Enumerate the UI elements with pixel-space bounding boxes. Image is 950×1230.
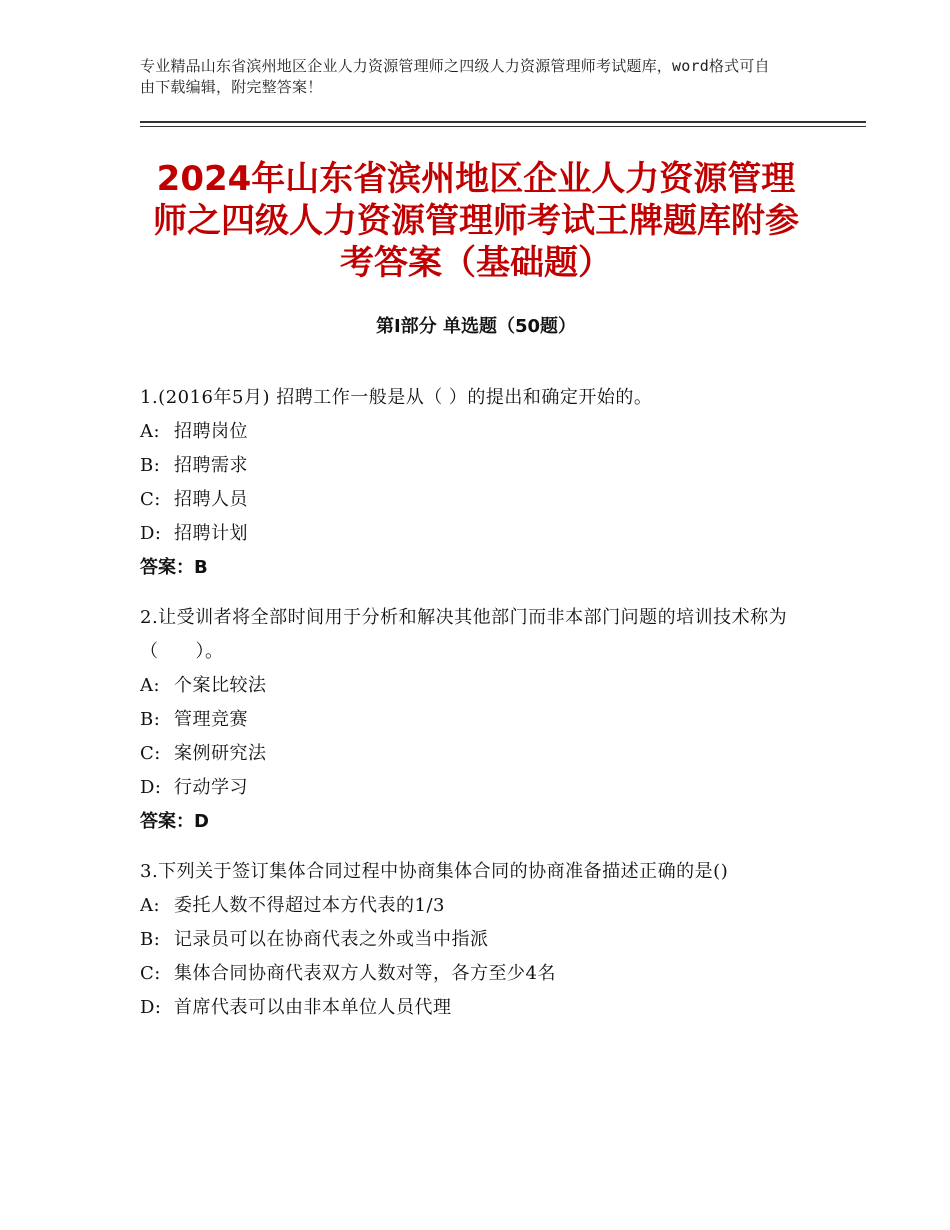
option-b bbox=[140, 923, 810, 957]
option-a bbox=[140, 889, 810, 923]
option-d bbox=[140, 991, 810, 1025]
question-3 bbox=[140, 855, 810, 1025]
option-text: 招聘人员 bbox=[174, 489, 248, 510]
option-text: 案例研究法 bbox=[174, 743, 267, 764]
option-text: 招聘计划 bbox=[174, 523, 248, 544]
option-key: C: bbox=[140, 963, 161, 984]
option-c bbox=[140, 737, 810, 771]
question-stem: 2.让受训者将全部时间用于分析和解决其他部门而非本部门问题的培训技术称为（ ）。 bbox=[140, 607, 788, 662]
question-list bbox=[140, 381, 810, 1041]
option-c bbox=[140, 483, 810, 517]
option-c bbox=[140, 957, 810, 991]
option-key: C: bbox=[140, 743, 161, 764]
option-d bbox=[140, 771, 810, 805]
option-text: 集体合同协商代表双方人数对等，各方至少4名 bbox=[174, 963, 556, 984]
section-heading: 第Ⅰ部分 单选题（50题） bbox=[375, 316, 576, 337]
document-title: 2024年山东省滨州地区企业人力资源管理师之四级人力资源管理师考试王牌题库附参考答案（基础题） bbox=[153, 159, 799, 283]
option-key: A: bbox=[140, 675, 161, 696]
header-divider-thin bbox=[140, 126, 866, 127]
question-stem: 1.(2016年5月) 招聘工作一般是从（ ）的提出和确定开始的。 bbox=[140, 387, 653, 408]
option-key: B: bbox=[140, 709, 161, 730]
question-1 bbox=[140, 381, 810, 585]
option-text: 招聘岗位 bbox=[174, 421, 248, 442]
option-b bbox=[140, 703, 810, 737]
option-a bbox=[140, 415, 810, 449]
option-key: B: bbox=[140, 929, 161, 950]
header-divider-thick bbox=[140, 121, 866, 123]
question-stem: 3.下列关于签订集体合同过程中协商集体合同的协商准备描述正确的是() bbox=[140, 861, 729, 882]
option-text: 个案比较法 bbox=[174, 675, 267, 696]
option-key: A: bbox=[140, 895, 161, 916]
option-key: B: bbox=[140, 455, 161, 476]
option-text: 招聘需求 bbox=[174, 455, 248, 476]
option-key: C: bbox=[140, 489, 161, 510]
option-a bbox=[140, 669, 810, 703]
option-text: 首席代表可以由非本单位人员代理 bbox=[174, 997, 452, 1018]
option-key: D: bbox=[140, 523, 162, 544]
option-key: A: bbox=[140, 421, 161, 442]
option-key: D: bbox=[140, 997, 162, 1018]
option-key: D: bbox=[140, 777, 162, 798]
question-2 bbox=[140, 601, 810, 839]
answer: 答案：D bbox=[140, 811, 209, 832]
option-text: 管理竞赛 bbox=[174, 709, 248, 730]
option-d bbox=[140, 517, 810, 551]
header-note: 专业精品山东省滨州地区企业人力资源管理师之四级人力资源管理师考试题库，word格式可自由下载编辑，附完整答案！ bbox=[140, 57, 770, 96]
option-text: 行动学习 bbox=[174, 777, 248, 798]
option-text: 委托人数不得超过本方代表的1/3 bbox=[174, 895, 445, 916]
option-b bbox=[140, 449, 810, 483]
option-text: 记录员可以在协商代表之外或当中指派 bbox=[174, 929, 489, 950]
answer: 答案：B bbox=[140, 557, 208, 578]
